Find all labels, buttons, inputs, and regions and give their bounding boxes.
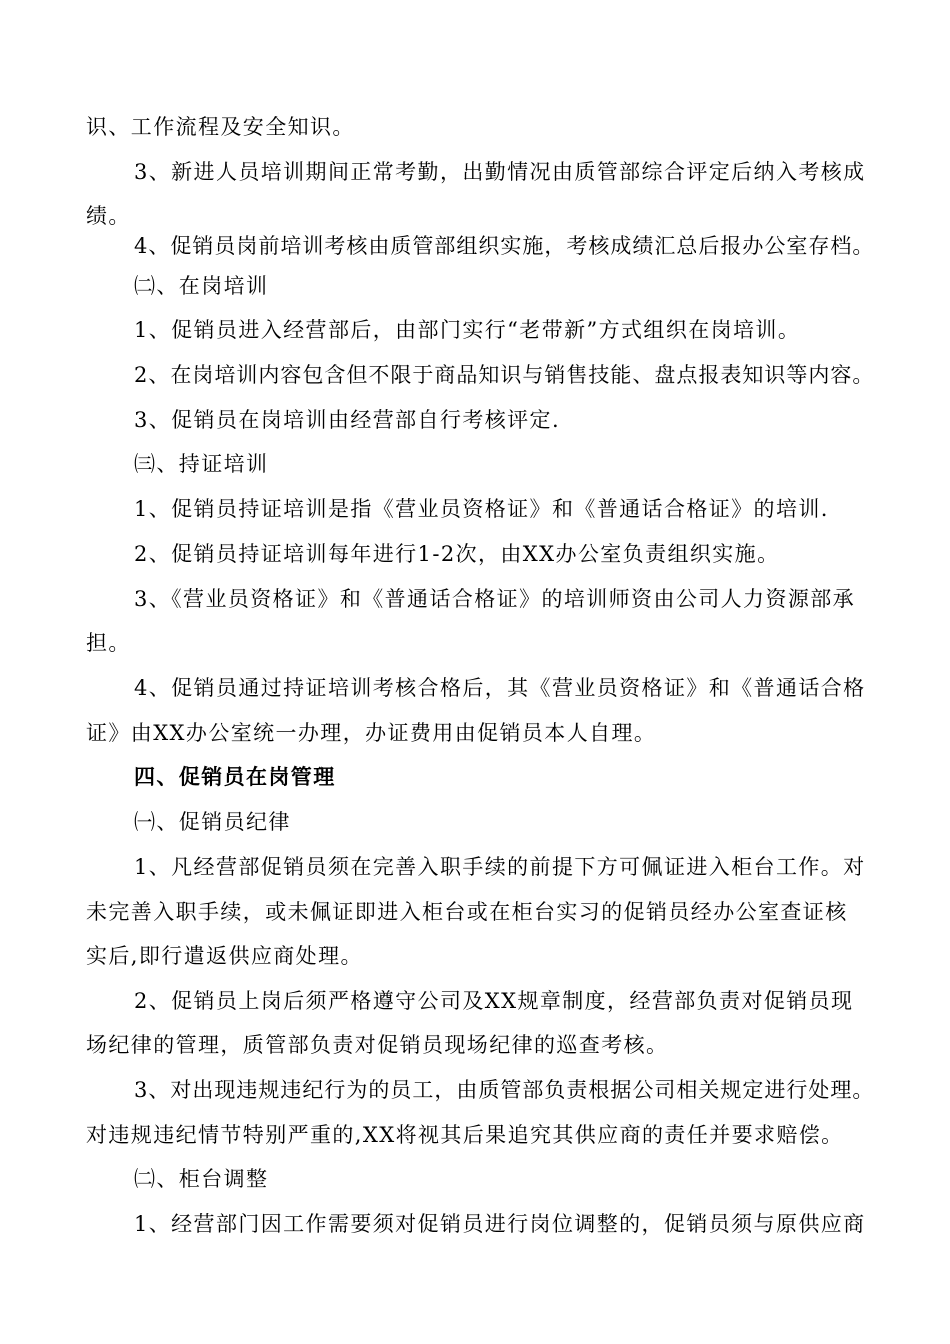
body-text-line: 1、经营部门因工作需要须对促销员进行岗位调整的，促销员须与原供应商 [134, 1212, 866, 1236]
body-text-line: 3、新进人员培训期间正常考勤，出勤情况由质管部综合评定后纳入考核成 [134, 160, 866, 184]
body-text-line: 2、在岗培训内容包含但不限于商品知识与销售技能、盘点报表知识等内容。 [134, 363, 875, 387]
section-subheading: ㈢、持证培训 [134, 452, 269, 476]
body-text-line: 1、促销员持证培训是指《营业员资格证》和《普通话合格证》的培训. [134, 497, 829, 521]
body-text-line: 证》由XX办公室统一办理，办证费用由促销员本人自理。 [86, 721, 657, 745]
body-text-line: 3、《营业员资格证》和《普通话合格证》的培训师资由公司人力资源部承 [134, 587, 856, 611]
section-subheading: ㈠、促销员纪律 [134, 810, 291, 834]
section-heading: 四、促销员在岗管理 [134, 764, 336, 789]
body-text-line: 1、凡经营部促销员须在完善入职手续的前提下方可佩证进入柜台工作。对 [134, 855, 866, 879]
body-text-line: 担。 [86, 631, 131, 655]
body-text-line: 2、促销员持证培训每年进行1-2次，由XX办公室负责组织实施。 [134, 542, 780, 566]
body-text-line: 未完善入职手续，或未佩证即进入柜台或在柜台实习的促销员经办公室查证核 [86, 900, 848, 924]
body-text-line: 场纪律的管理，质管部负责对促销员现场纪律的巡查考核。 [86, 1033, 669, 1057]
section-subheading: ㈡、在岗培训 [134, 274, 269, 298]
body-text-line: 1、促销员进入经营部后，由部门实行“老带新”方式组织在岗培训。 [134, 318, 801, 342]
body-text-line: 4、促销员岗前培训考核由质管部组织实施，考核成绩汇总后报办公室存档。 [134, 234, 875, 258]
body-text-line: 实后,即行遣返供应商处理。 [86, 944, 363, 968]
body-text-line: 3、促销员在岗培训由经营部自行考核评定. [134, 408, 561, 432]
body-text-line: 识、工作流程及安全知识。 [86, 115, 355, 139]
body-text-line: 对违规违纪情节特别严重的,XX将视其后果追究其供应商的责任并要求赔偿。 [86, 1123, 844, 1147]
body-text-line: 3、对出现违规违纪行为的员工，由质管部负责根据公司相关规定进行处理。 [134, 1078, 875, 1102]
section-subheading: ㈡、柜台调整 [134, 1167, 269, 1191]
body-text-line: 绩。 [86, 204, 131, 228]
body-text-line: 2、促销员上岗后须严格遵守公司及XX规章制度，经营部负责对促销员现 [134, 989, 854, 1013]
body-text-line: 4、促销员通过持证培训考核合格后，其《营业员资格证》和《普通话合格 [134, 676, 866, 700]
